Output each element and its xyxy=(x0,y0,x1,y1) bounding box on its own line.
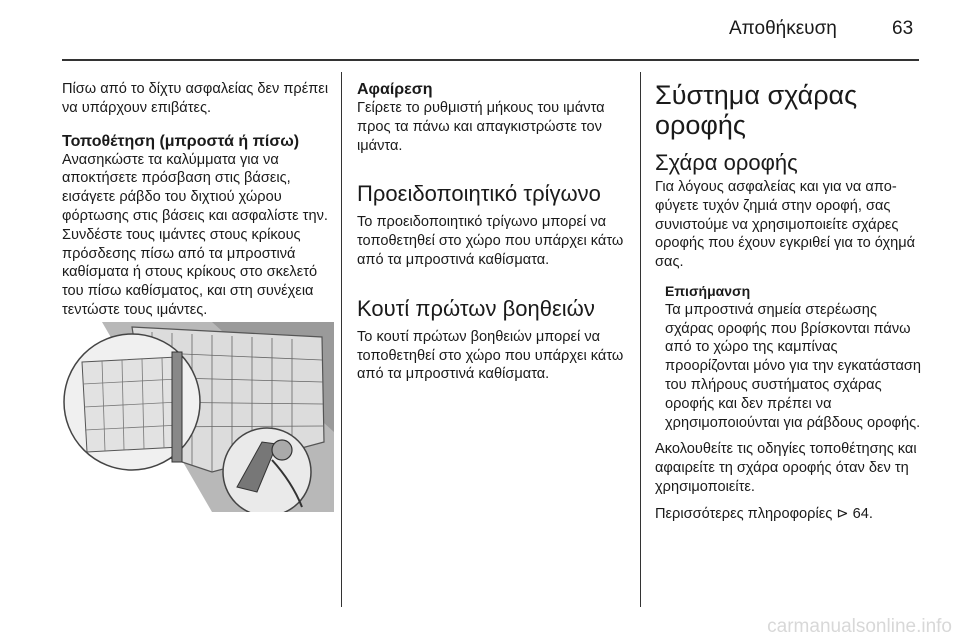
roof-rack-system-heading: Σύστημα σχάρας οροφής xyxy=(655,80,858,140)
more-info-text: Περισσότερες πληροφορίες xyxy=(655,505,833,522)
column-middle xyxy=(357,80,625,384)
column-divider-2 xyxy=(640,72,641,607)
header-divider xyxy=(62,59,919,61)
first-aid-paragraph: Το κουτί πρώτων βοηθειών μπορεί να τοποθετηθεί στο χώρο που υπάρχει κάτω από τα μπροστινά καθίσματα. xyxy=(357,328,624,383)
note-block xyxy=(665,282,923,432)
roof-rack-paragraph: Για λόγους ασφαλείας και για να αποφύγετε τυχόν ζημιά στην οροφή, σας συνιστούμε να χρησιμοποιείτε σχάρες οροφής που έχουν εγκριθεί για το όχημά σας. xyxy=(655,179,916,271)
installation-heading: Τοποθέτηση (μπροστά ή πίσω) xyxy=(62,132,300,150)
watermark: carmanualsonline.info xyxy=(767,616,952,637)
intro-paragraph: Πίσω από το δίχτυ ασφαλείας δεν πρέπει να υπάρχουν επιβάτες. xyxy=(62,81,329,116)
page-reference-link[interactable]: 64. xyxy=(852,505,873,522)
page-number: 63 xyxy=(892,18,914,39)
warning-triangle-heading: Προειδοποιητικό τρίγωνο xyxy=(357,181,601,207)
column-divider-1 xyxy=(341,72,342,607)
note-paragraph: Τα μπροστινά σημεία στερέωσης σχάρας οροφής που βρίσκονται πάνω από το χώρο της καμπίνας προορίζονται μόνο για την εγκατάσταση του πλήρους συστήματος σχάρας οροφής και δεν πρέπει να χρησιμοποιούνται για ράβδους οροφής. xyxy=(665,301,922,431)
page-reference-arrow-icon: ⊳ xyxy=(836,505,849,522)
removal-heading: Αφαίρεση xyxy=(357,81,433,98)
removal-paragraph: Γείρετε το ρυθμιστή μήκους του ιμάντα προς τα πάνω και απαγκιστρώστε τον ιμάντα. xyxy=(357,100,605,154)
page-header-title: Αποθήκευση xyxy=(729,18,837,39)
more-info-line xyxy=(655,505,923,524)
column-left xyxy=(62,80,334,320)
column-right xyxy=(655,80,923,524)
note-heading: Επισήμανση xyxy=(665,282,751,299)
installation-paragraph: Ανασηκώστε τα καλύμματα για να αποκτήσετε πρόσβαση στις βάσεις, εισάγετε ράβδο του διχτιού χώρου φόρτωσης στις βάσεις και ασφαλίστε την. Συνδέστε τους ιμάντες στους κρίκους πρόσδεσης πίσω από τα μπροστινά καθίσματα ή στους κρίκους στο σκελετό του πίσω καθίσματος, και στη συνέχεια τεντώστε τους ιμάντες. xyxy=(62,151,328,318)
cargo-net-illustration xyxy=(62,322,334,512)
first-aid-heading: Κουτί πρώτων βοηθειών xyxy=(357,295,595,321)
roof-rack-heading: Σχάρα οροφής xyxy=(655,150,798,175)
instructions-paragraph: Ακολουθείτε τις οδηγίες τοποθέτησης και αφαιρείτε τη σχάρα οροφής όταν δεν τη χρησιμοποιείτε. xyxy=(655,441,917,495)
warning-triangle-paragraph: Το προειδοποιητικό τρίγωνο μπορεί να τοποθετηθεί στο χώρο που υπάρχει κάτω από τα μπροστινά καθίσματα. xyxy=(357,214,624,268)
